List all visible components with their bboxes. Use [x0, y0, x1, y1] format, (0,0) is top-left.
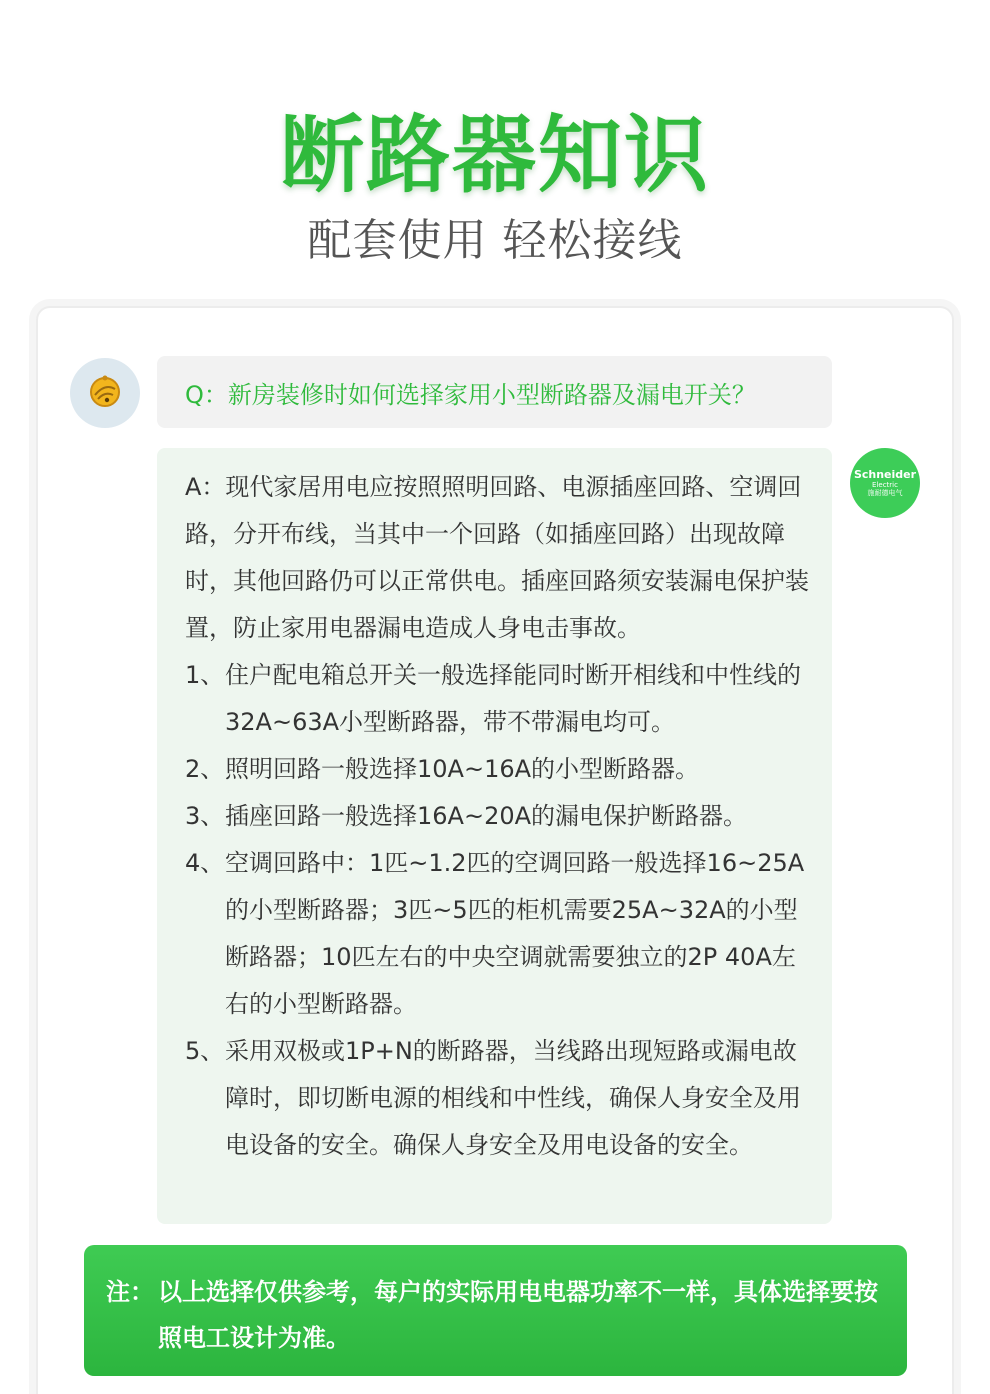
list-item-text: 插座回路一般选择16A~20A的漏电保护断路器。 [225, 802, 748, 830]
note-label: 注： [106, 1278, 154, 1306]
brand-sub: Electric [872, 480, 898, 489]
list-item-text: 空调回路中：1匹~1.2匹的空调回路一般选择16~25A的小型断路器；3匹~5匹的柜机需要25A~32A的小型断路器；10匹左右的中央空调就需要独立的2P 40A左右的小型断路器。 [225, 849, 805, 1018]
list-item-text: 采用双极或1P+N的断路器，当线路出现短路或漏电故障时，即切断电源的相线和中性线，确保人身安全及用电设备的安全。确保人身安全及用电设备的安全。 [225, 1037, 801, 1159]
list-item-text: 照明回路一般选择10A~16A的小型断路器。 [225, 755, 700, 783]
answer-bubble [157, 448, 832, 1224]
list-item [185, 1028, 810, 1169]
page-subtitle: 配套使用 轻松接线 [307, 215, 683, 266]
list-item-number: 5、 [185, 1037, 225, 1065]
list-item [185, 840, 810, 1028]
question-avatar [70, 358, 140, 428]
schneider-logo-avatar [850, 448, 920, 518]
bell-icon [85, 371, 125, 415]
list-item-text: 住户配电箱总开关一般选择能同时断开相线和中性线的32A~63A小型断路器，带不带漏电均可。 [225, 661, 801, 736]
note-text: 以上选择仅供参考，每户的实际用电电器功率不一样，具体选择要按照电工设计为准。 [158, 1278, 878, 1352]
question-text: Q：新房装修时如何选择家用小型断路器及漏电开关？ [185, 380, 756, 409]
list-item-number: 4、 [185, 849, 225, 877]
list-item-number: 1、 [185, 661, 225, 689]
list-item-number: 2、 [185, 755, 225, 783]
brand-name: Schneider [853, 467, 917, 481]
list-item [185, 793, 810, 840]
answer-list [185, 652, 810, 1169]
note-banner [84, 1245, 907, 1376]
list-item [185, 652, 810, 746]
list-item [185, 746, 810, 793]
question-bubble [157, 356, 832, 428]
brand-cn: 施耐德电气 [867, 488, 903, 497]
list-item-number: 3、 [185, 802, 225, 830]
answer-intro: A：现代家居用电应按照照明回路、电源插座回路、空调回路，分开布线，当其中一个回路（如插座回路）出现故障时，其他回路仍可以正常供电。插座回路须安装漏电保护装置，防止家用电器漏电造成人身电击事故。 [185, 473, 809, 642]
page-title: 断路器知识 [279, 106, 710, 204]
